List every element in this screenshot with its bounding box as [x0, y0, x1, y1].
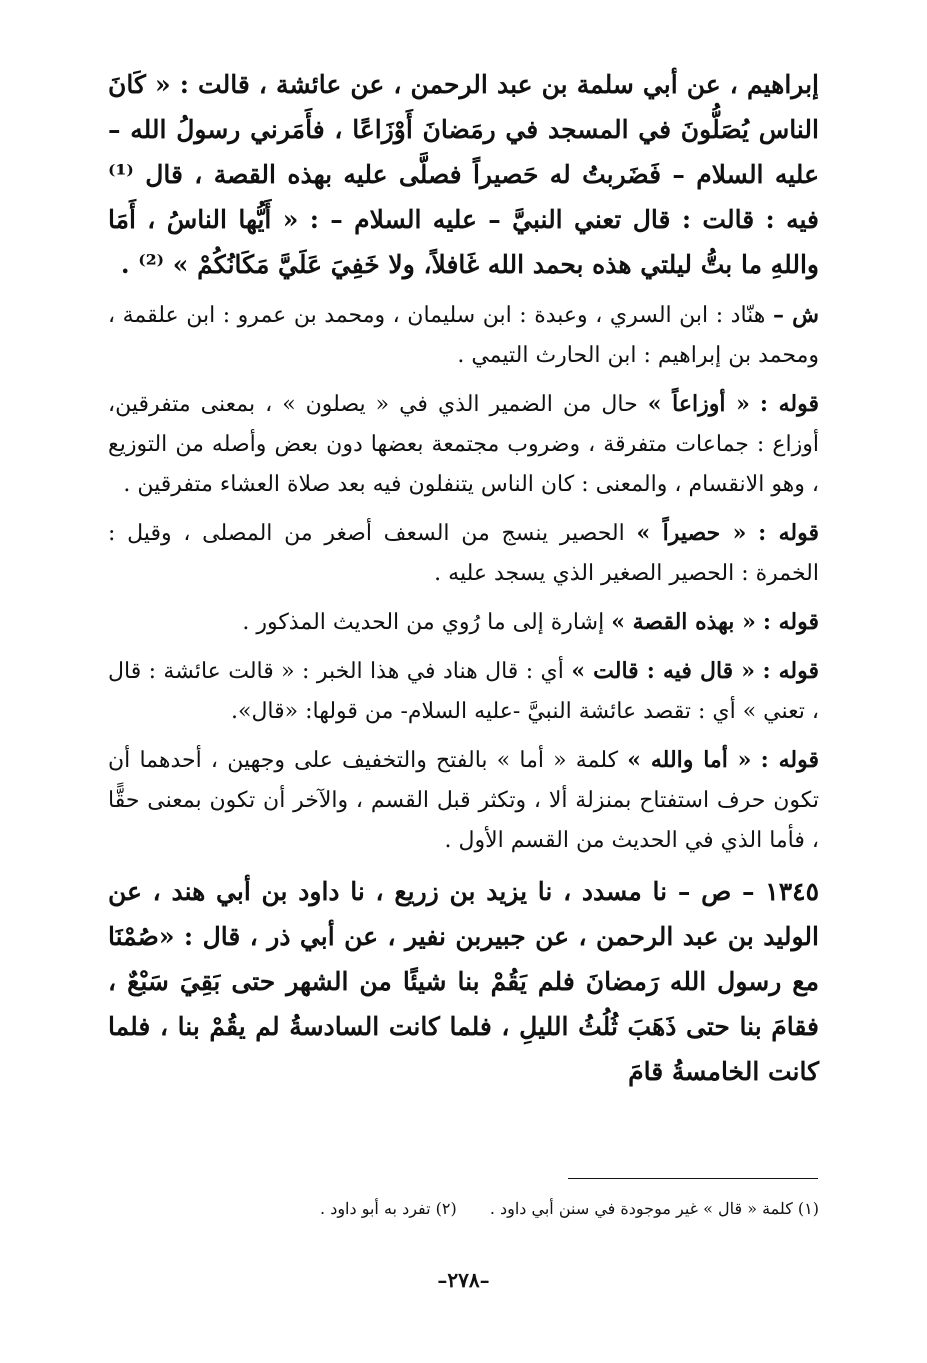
hadith-1344-end: إبراهيم ، عن أبي سلمة بن عبد الرحمن ، عن عائشة ، قالت : « كَانَ الناس يُصَلُّونَ في المسجد في رمَضانَ أَوْزَاعًا ، فأَمَرني رسولُ الله – عليه السلام – فَضَربتُ له حَصيراً فصلَّى عليه بهذه القصة ، قال ⁽¹⁾ فيه : قالت : قال تعني النبيَّ – عليه السلام – : « أَيُّها الناسُ ، أَمَا واللهِ ما بتُّ ليلتي هذه بحمد الله غَافلاً، ولا خَفِيَ عَلَيَّ مَكَانُكُمْ » ⁽²⁾ . — [108, 70, 819, 279]
note-amma-wallah — [108, 740, 819, 861]
note-lead: قوله : — [762, 609, 819, 635]
footnote-1: (١) كلمة « قال » غير موجودة في سنن أبي داود . — [489, 1199, 819, 1218]
note-term: « بهذه القصة » — [611, 609, 756, 635]
note-text: حال من الضمير الذي في « يصلون » ، بمعنى متفرقين، أوزاع : جماعات متفرقة ، وضروب مجتمعة بعضها دون بعض وأصله من التوزيع ، وهو الانقسام ، والمعنى : كان الناس يتنفلون فيه بعد صلاة العشاء متفرقين . — [108, 392, 819, 497]
footnote-divider — [568, 1178, 818, 1179]
page-number: –٢٧٨– — [437, 1268, 490, 1292]
note-hasiran — [108, 513, 819, 594]
note-term: « أما والله » — [627, 747, 752, 773]
note-qala-fihi — [108, 651, 819, 732]
note-text: إشارة إلى ما رُوي من الحديث المذكور . — [242, 610, 605, 635]
note-awzaan — [108, 384, 819, 505]
sharh-paragraph — [108, 295, 819, 376]
footnote-2: (٢) تفرد به أبو داود . — [320, 1199, 457, 1218]
sharh-lead: ش – — [772, 302, 819, 328]
note-text: كلمة « أما » بالفتح والتخفيف على وجهين ، أحدهما أن تكون حرف استفتاح بمنزلة ألا ، وتكثر قبل القسم ، والآخر أن تكون بمعنى حقًّا ، فأما الذي في الحديث من القسم الأول . — [108, 748, 819, 853]
note-term: « قال فيه : قالت » — [571, 658, 756, 684]
note-lead: قوله : — [760, 747, 819, 773]
note-lead: قوله : — [759, 391, 820, 417]
hadith-1345: ١٣٤٥ – ص – نا مسدد ، نا يزيد بن زريع ، نا داود بن أبي هند ، عن الوليد بن عبد الرحمن ، عن جبيربن نفير ، عن أبي ذر ، قال : «صُمْنَا مع رسول الله رَمضانَ فلم يَقُمْ بنا شيئًا من الشهر حتى بَقِيَ سَبْعٌ ، فقامَ بنا حتى ذَهَبَ ثُلُثُ الليلِ ، فلما كانت السادسةُ لم يقُمْ بنا ، فلما كانت الخامسةُ قامَ — [108, 877, 819, 1086]
note-term: « حصيراً » — [636, 520, 747, 546]
note-lead: قوله : — [762, 658, 820, 684]
note-text: الحصير ينسج من السعف أصغر من المصلى ، وقيل : الخمرة : الحصير الصغير الذي يسجد عليه . — [108, 521, 819, 586]
page-body — [108, 62, 819, 1102]
sharh-text: هنّاد : ابن السري ، وعبدة : ابن سليمان ، ومحمد بن عمرو : ابن علقمة ، ومحمد بن إبراهيم : ابن الحارث التيمي . — [108, 303, 819, 368]
note-lead: قوله : — [758, 520, 819, 546]
note-text: أي : قال هناد في هذا الخبر : « قالت عائشة : قال ، تعني » أي : تقصد عائشة النبيَّ -عليه السلام- من قولها: «قال». — [108, 659, 819, 724]
footnotes — [320, 1196, 819, 1222]
note-term: « أوزاعاً » — [647, 391, 750, 417]
note-bihadhihi-alqissa — [108, 602, 819, 643]
